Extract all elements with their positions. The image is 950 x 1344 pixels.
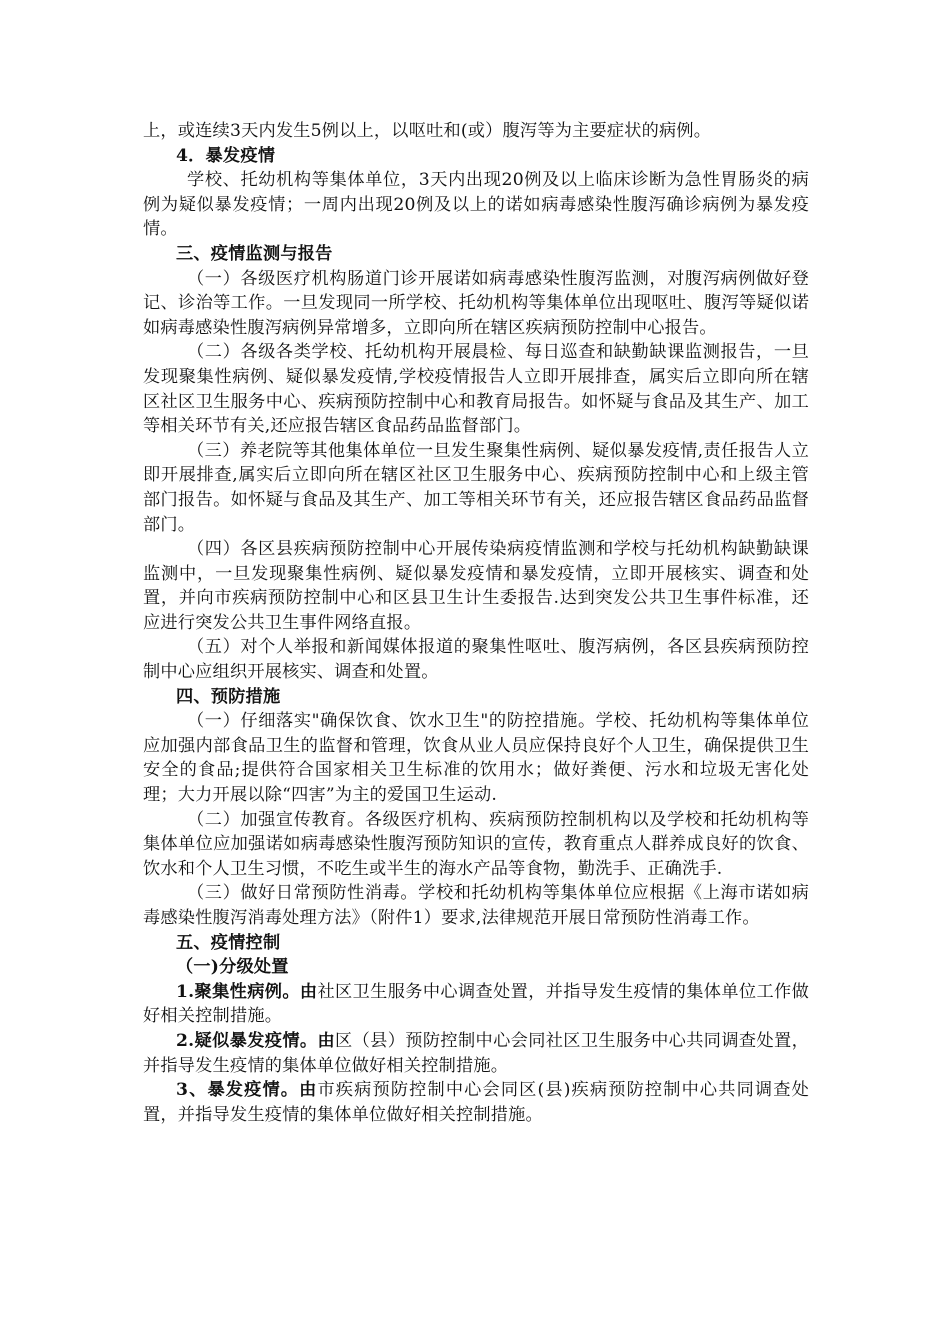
paragraph-prevention-2: （二）加强宣传教育。各级医疗机构、疾病预防控制机构以及学校和托幼机构等集体单位应加强诺如病毒感染性腹泻预防知识的宣传，教育重点人群养成良好的饮食、饮水和个人卫生习惯，不吃生或半生的海水产品等食物，勤洗手、正确洗手. [143,809,809,879]
paragraph-monitoring-2: （二）各级各类学校、托幼机构开展晨检、每日巡查和缺勤缺课监测报告，一旦发现聚集性病例、疑似暴发疫情,学校疫情报告人立即开展排查，属实后立即向所在辖区社区卫生服务中心、疾病预防控制中心和教育局报告。如怀疑与食品及其生产、加工等相关环节有关,还应报告辖区食品药品监督部门。 [143,342,809,437]
paragraph-prevention-3: （三）做好日常预防性消毒。学校和托幼机构等集体单位应根据《上海市诺如病毒感染性腹泻消毒处理方法》（附件1）要求,法律规范开展日常预防性消毒工作。 [143,883,809,928]
subheading-outbreak: 4．暴发疫情 [176,145,276,166]
paragraph-monitoring-5: （五）对个人举报和新闻媒体报道的聚集性呕吐、腹泻病例，各区县疾病预防控制中心应组织开展核实、调查和处置。 [143,637,809,683]
label-outbreak: 3、暴发疫情。由 [176,1080,318,1101]
section-heading-prevention: 四、预防措施 [176,686,281,707]
paragraph-control-3 [143,1078,809,1127]
paragraph-prevention-1: （一）仔细落实"确保饮食、饮水卫生"的防控措施。学校、托幼机构等集体单位应加强内部食品卫生的监督和管理，饮食从业人员应保持良好个人卫生，确保提供卫生安全的食品;提供符合国家相关卫生标准的饮用水；做好粪便、污水和垃圾无害化处理；大力开展以除“四害”为主的爱国卫生运动. [143,711,809,806]
paragraph-monitoring-4: （四）各区县疾病预防控制中心开展传染病疫情监测和学校与托幼机构缺勤缺课监测中，一旦发现聚集性病例、疑似暴发疫情和暴发疫情，立即开展核实、调查和处置，并向市疾病预防控制中心和区县卫生计生委报告.达到突发公共卫生事件标准，还应进行突发公共卫生事件网络直报。 [143,539,809,633]
label-cluster-cases: 1.聚集性病例。由 [176,981,318,1002]
text-cluster-cases: 社区卫生服务中心调查处置，并指导发生疫情的集体单位工作做好相关控制措施。 [143,981,809,1027]
document-page [143,119,809,1127]
paragraph-control-1 [143,980,809,1029]
paragraph-control-2 [143,1029,809,1078]
label-suspected-outbreak: 2.疑似暴发疫情。由 [176,1030,336,1051]
section-heading-monitoring: 三、疫情监测与报告 [176,243,333,264]
section-heading-control: 五、疫情控制 [176,932,281,953]
paragraph-outbreak-definition: 学校、托幼机构等集体单位，3天内出现20例及以上临床诊断为急性胃肠炎的病例为疑似暴发疫情；一周内出现20例及以上的诺如病毒感染性腹泻确诊病例为暴发疫情。 [143,170,809,240]
subsection-heading-graded-response: （一)分级处置 [176,957,289,978]
paragraph-monitoring-1: （一）各级医疗机构肠道门诊开展诺如病毒感染性腹泻监测，对腹泻病例做好登记、诊治等工作。一旦发现同一所学校、托幼机构等集体单位出现呕吐、腹泻等疑似诺如病毒感染性腹泻病例异常增多，立即向所在辖区疾病预防控制中心报告。 [143,268,809,338]
text-outbreak: 市疾病预防控制中心会同区(县)疾病预防控制中心共同调查处置，并指导发生疫情的集体单位做好相关控制措施。 [143,1080,809,1125]
paragraph-continuation: 上，或连续3天内发生5例以上，以呕吐和(或）腹泻等为主要症状的病例。 [143,121,712,141]
text-suspected-outbreak: 区（县）预防控制中心会同社区卫生服务中心共同调查处置，并指导发生疫情的集体单位做好相关控制措施。 [143,1030,809,1076]
paragraph-monitoring-3: （三）养老院等其他集体单位一旦发生聚集性病例、疑似暴发疫情,责任报告人立即开展排查,属实后立即向所在辖区社区卫生服务中心、疾病预防控制中心和上级主管部门报告。如怀疑与食品及其生产、加工等相关环节有关，还应报告辖区食品药品监督部门。 [143,440,809,535]
